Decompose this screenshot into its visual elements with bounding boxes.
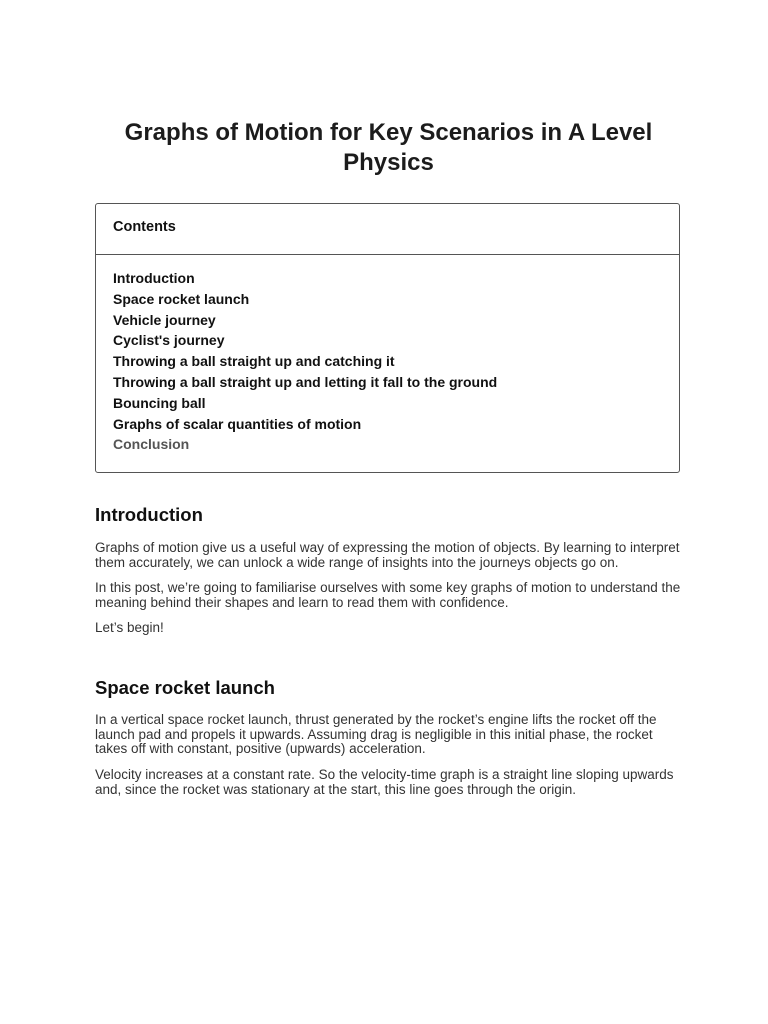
toc-heading: Contents: [96, 204, 679, 255]
space-rocket-paragraph-1: In a vertical space rocket launch, thrust generated by the rocket’s engine lifts the rocket off the launch pad and propels it upwards. Assuming drag is negligible in this initial phase, the rocket takes off with constant, positive (upwards) acceleration.: [95, 712, 657, 757]
introduction-paragraph-1: Graphs of motion give us a useful way of expressing the motion of objects. By learning to interpret them accurately, we can unlock a wide range of insights into the journeys objects go on.: [95, 540, 680, 570]
introduction-paragraph-3: Let’s begin!: [95, 620, 164, 635]
toc-link-throwing-ball-catching[interactable]: Throwing a ball straight up and catching it: [113, 353, 395, 370]
toc-link-conclusion[interactable]: Conclusion: [113, 436, 190, 453]
toc-link-space-rocket-launch[interactable]: Space rocket launch: [113, 290, 250, 307]
toc-link-scalar-graphs[interactable]: Graphs of scalar quantities of motion: [113, 415, 362, 432]
toc-list: [96, 255, 679, 455]
space-rocket-paragraph-2: Velocity increases at a constant rate. So the velocity-time graph is a straight line sloping upwards and, since the rocket was stationary at the start, this line goes through the origin.: [95, 767, 674, 797]
page-title: Graphs of Motion for Key Scenarios in A Level Physics: [124, 119, 653, 176]
toc-link-cyclists-journey[interactable]: Cyclist's journey: [113, 332, 225, 349]
toc-link-introduction[interactable]: Introduction: [113, 270, 195, 286]
introduction-paragraph-2: In this post, we’re going to familiarise ourselves with some key graphs of motion to understand the meaning behind their shapes and learn to read them with confidence.: [95, 580, 681, 610]
toc-link-vehicle-journey[interactable]: Vehicle journey: [113, 311, 216, 328]
introduction-heading: Introduction: [95, 504, 203, 525]
toc-link-throwing-ball-fall-ground[interactable]: Throwing a ball straight up and letting it fall to the ground: [113, 373, 498, 390]
table-of-contents: [95, 203, 680, 473]
space-rocket-heading: Space rocket launch: [95, 677, 275, 698]
toc-link-bouncing-ball[interactable]: Bouncing ball: [113, 394, 206, 411]
